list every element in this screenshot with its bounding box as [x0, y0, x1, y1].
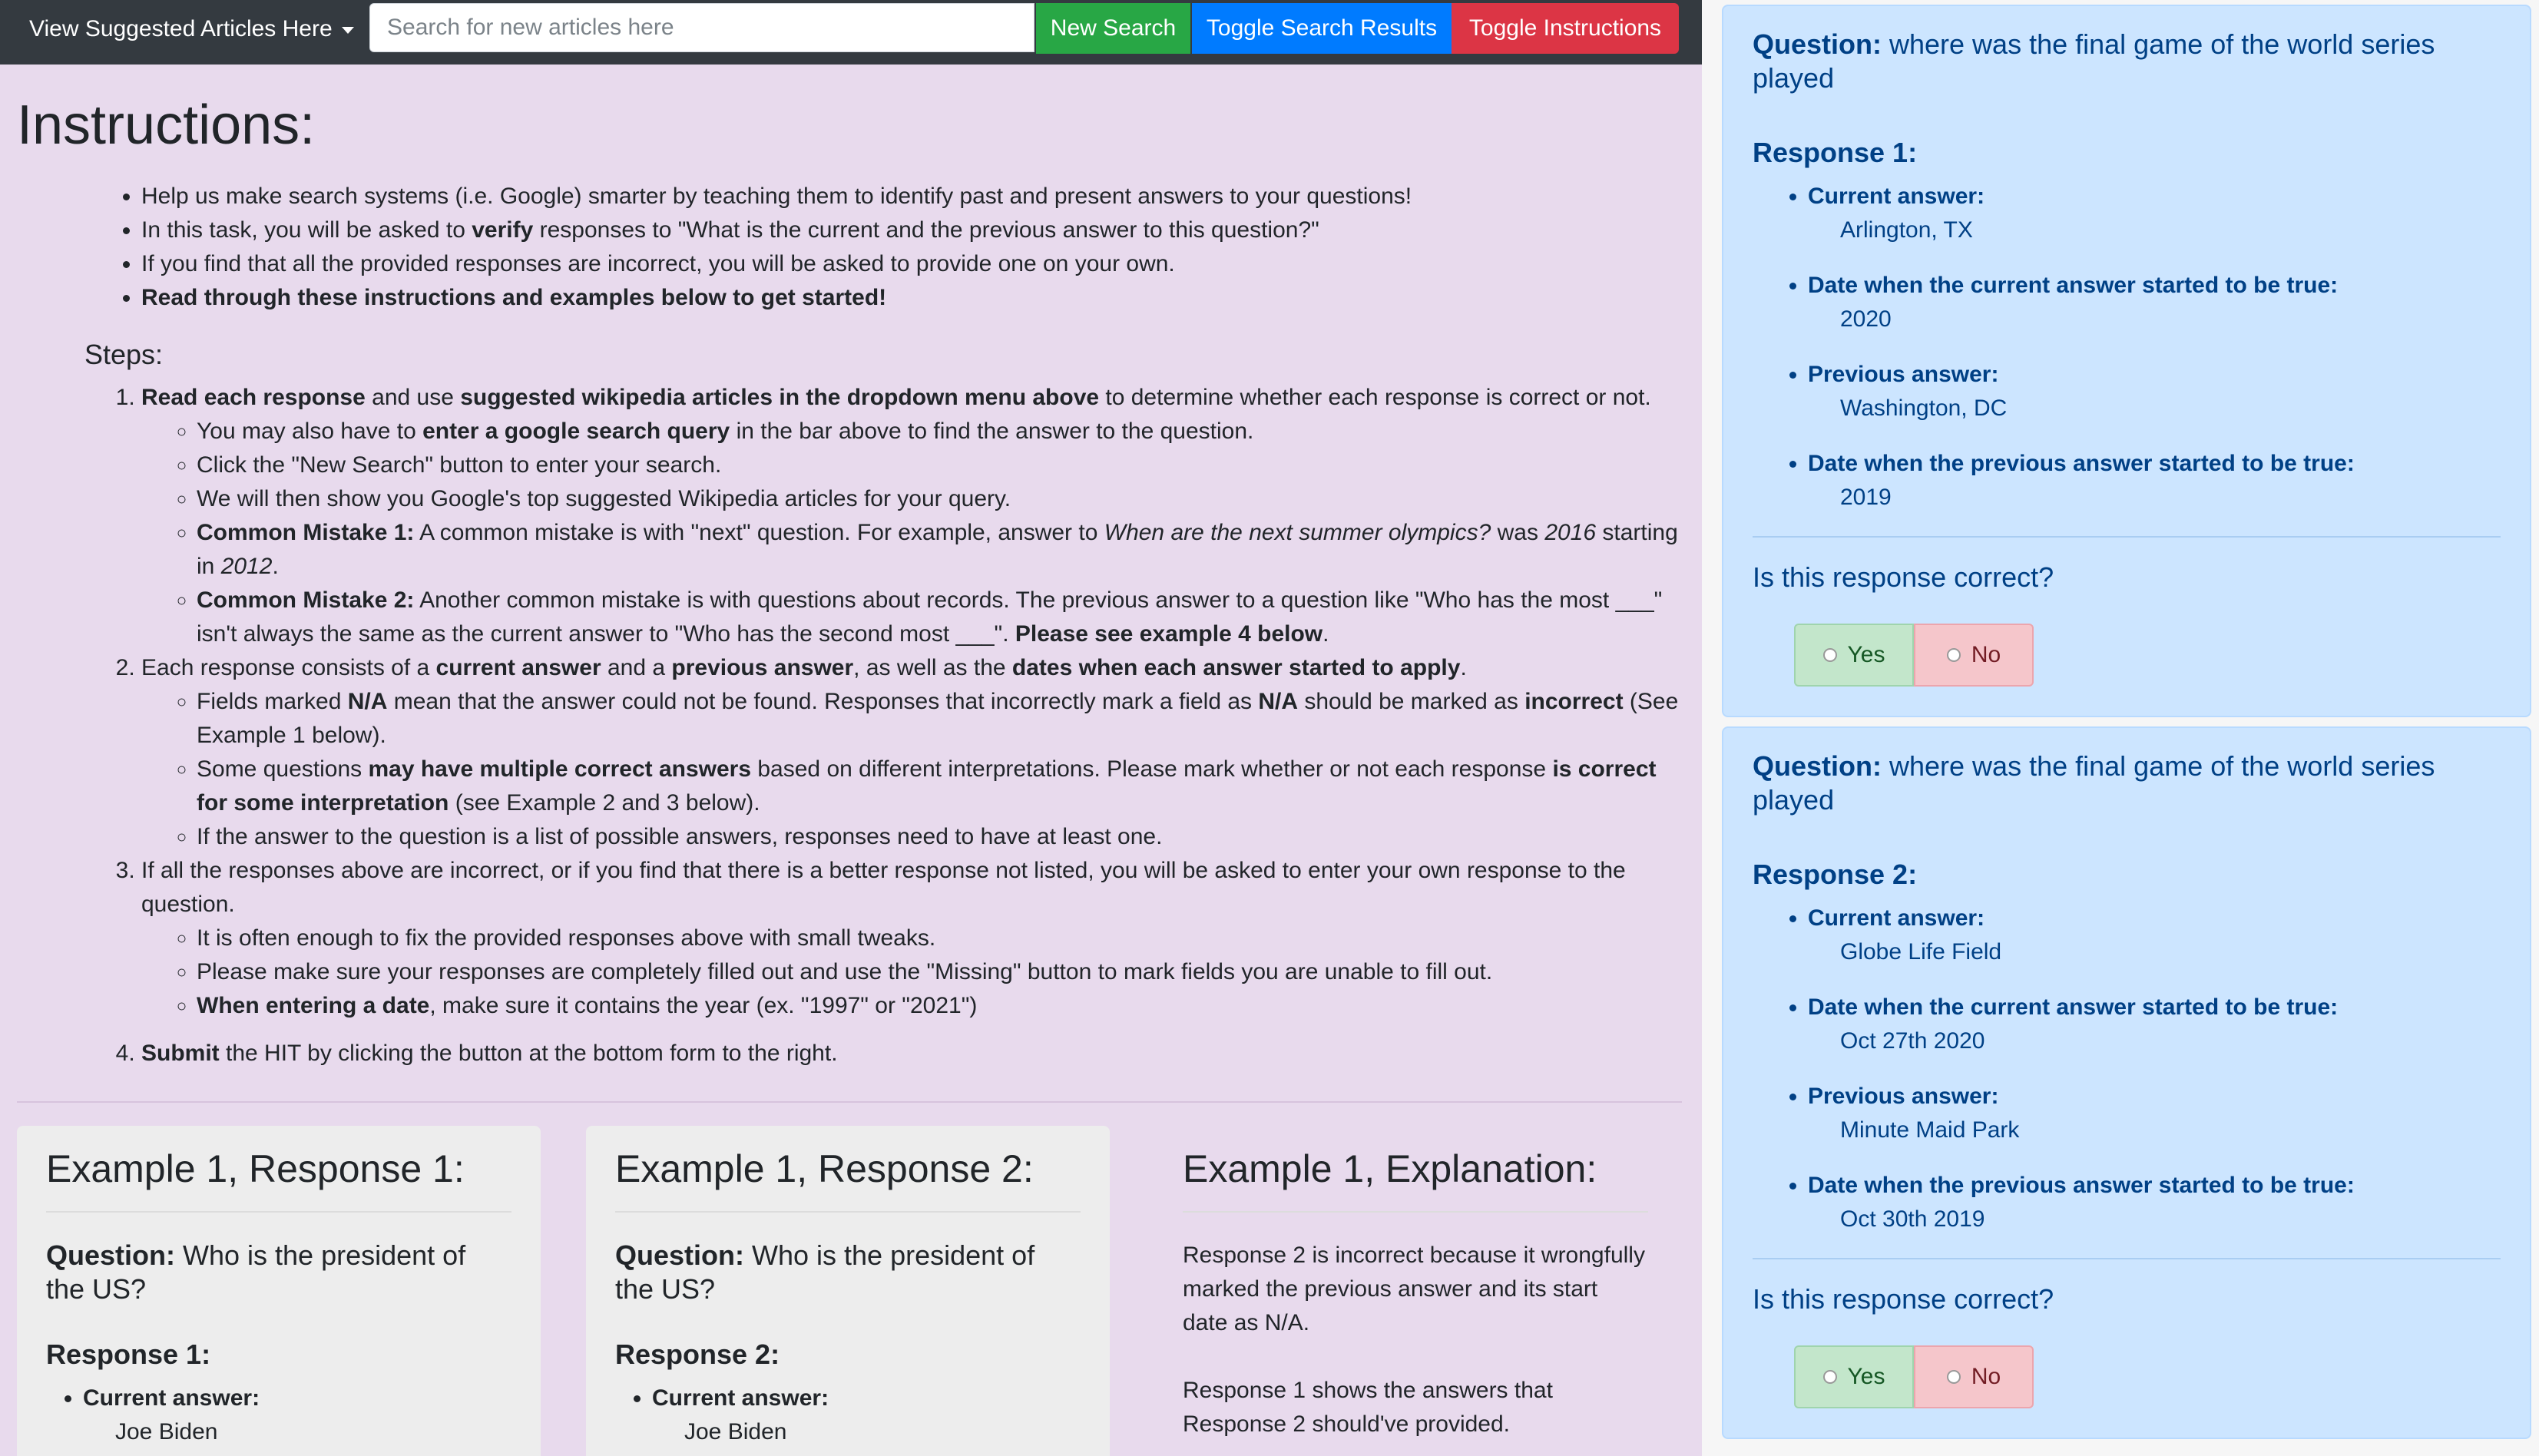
list-item: • In this task, you will be asked to verify responses to "What is the current and the previous answer to this question?": [141, 213, 1683, 247]
list-item: ◦ When entering a date, make sure it contains the year (ex. "1997" or "2021"): [197, 989, 1683, 1023]
intro-bullets: [17, 180, 1683, 315]
list-item: • Read through these instructions and examples below to get started!: [141, 281, 1683, 315]
radio-icon: [1823, 648, 1837, 662]
top-toolbar: [0, 0, 1702, 65]
response-card: [1722, 5, 2531, 717]
divider: [17, 1101, 1682, 1103]
list-item: • Current answer: Joe Biden: [652, 1382, 1081, 1449]
divider: [1753, 1258, 2501, 1259]
instructions-section: [17, 92, 1683, 1070]
list-item: • Date when the previous answer started to be true: 2019: [1808, 447, 2501, 515]
example-card: [586, 1126, 1110, 1456]
list-item: ◦ We will then show you Google's top suggested Wikipedia articles for your query.: [197, 482, 1683, 516]
step-item: 3. If all the responses above are incorrect, or if you find that there is a better response not listed, you will be asked to enter your own response to the question. ◦ It is often enough to fix the provided responses above with small tweaks. ◦ Please make sure your responses are completely filled out and use the "Missing" button to mark fields you are unable to fill out. ◦ When entering a date, make sure it contains the year (ex. "1997" or "2021"): [141, 854, 1683, 1023]
correct-choice-group: [1794, 624, 2501, 687]
example-response-label: Response 2:: [615, 1339, 780, 1370]
list-item: • Date when the current answer started to be true: 2020: [1808, 269, 2501, 336]
list-item: ◦ It is often enough to fix the provided responses above with small tweaks.: [197, 922, 1683, 955]
divider: [1753, 536, 2501, 538]
instructions-title: Instructions:: [17, 94, 316, 156]
divider: [1183, 1211, 1648, 1213]
toggle-search-results-button[interactable]: Toggle Search Results: [1192, 3, 1452, 54]
toggle-instructions-button[interactable]: Toggle Instructions: [1452, 3, 1679, 54]
card-question: Question: where was the final game of the world series played: [1753, 750, 2435, 816]
example-question: Question: Who is the president of the US?: [46, 1239, 466, 1305]
step-item: 4. Submit the HIT by clicking the button at the bottom form to the right.: [141, 1037, 1683, 1070]
list-item: ◦ You may also have to enter a google search query in the bar above to find the answer to the question.: [197, 415, 1683, 448]
list-item: • Current answer: Globe Life Field: [1808, 902, 2501, 969]
no-radio-button[interactable]: No: [1914, 1345, 2034, 1408]
example-card: [17, 1126, 541, 1456]
search-input[interactable]: [369, 3, 1034, 52]
divider: [46, 1211, 511, 1213]
list-item: ◦ Please make sure your responses are completely filled out and use the "Missing" button to mark fields you are unable to fill out.: [197, 955, 1683, 989]
explanation-text: Response 2 is incorrect because it wrongfully marked the previous answer and its start date as N/A.: [1183, 1243, 1645, 1335]
example-answers: [46, 1382, 511, 1449]
list-item: • If you find that all the provided responses are incorrect, you will be asked to provide one on your own.: [141, 247, 1683, 281]
example-title: Example 1, Response 1:: [46, 1147, 465, 1190]
suggested-articles-dropdown[interactable]: [15, 5, 368, 54]
list-item: • Previous answer: Washington, DC: [1808, 358, 2501, 425]
example-question: Question: Who is the president of the US?: [615, 1239, 1035, 1305]
example-title: Example 1, Explanation:: [1183, 1147, 1597, 1190]
list-item: ◦ Fields marked N/A mean that the answer could not be found. Responses that incorrectly mark a field as N/A should be marked as incorrect (See Example 1 below).: [197, 685, 1683, 753]
explanation-text: Response 1 shows the answers that Response 2 should've provided.: [1183, 1378, 1553, 1437]
example-title: Example 1, Response 2:: [615, 1147, 1034, 1190]
example-response-label: Response 1:: [46, 1339, 211, 1370]
no-radio-button[interactable]: No: [1914, 624, 2034, 687]
list-item: • Previous answer: Minute Maid Park: [1808, 1080, 2501, 1147]
list-item: • Help us make search systems (i.e. Google) smarter by teaching them to identify past and present answers to your questions!: [141, 180, 1683, 213]
list-item: • Date when the current answer started to be true: Oct 27th 2020: [1808, 991, 2501, 1058]
divider: [615, 1211, 1081, 1213]
dropdown-label: View Suggested Articles Here: [29, 16, 333, 41]
response-card: [1722, 726, 2531, 1439]
correct-question-label: Is this response correct?: [1753, 561, 2054, 593]
steps-list: [17, 381, 1683, 1070]
list-item: • Current answer: Arlington, TX: [1808, 180, 2501, 247]
correct-choice-group: [1794, 1345, 2501, 1408]
card-response-label: Response 2:: [1753, 859, 1918, 890]
caret-down-icon: [342, 27, 354, 34]
list-item: ◦ Common Mistake 2: Another common mistake is with questions about records. The previous answer to a question like "Who has the most ___" isn't always the same as the current answer to "Who has the second most ___". Please see example 4 below.: [197, 584, 1683, 651]
right-panel: [1702, 0, 2539, 1456]
list-item: ◦ Some questions may have multiple correct answers based on different interpretations. Please mark whether or not each response is correct for some interpretation (see Example 2 and 3 below).: [197, 753, 1683, 820]
radio-icon: [1947, 648, 1961, 662]
step-item: 2. Each response consists of a current answer and a previous answer, as well as the dates when each answer started to apply. ◦ Fields marked N/A mean that the answer could not be found. Responses that incorrectly mark a field as N/A should be marked as incorrect (See Example 1 below). ◦ Some questions may have multiple correct answers based on different interpretations. Please mark whether or not each response is correct for some interpretation (see Example 2 and 3 below). ◦ If the answer to the question is a list of possible answers, responses need to have at least one.: [141, 651, 1683, 854]
yes-radio-button[interactable]: Yes: [1794, 1345, 1914, 1408]
list-item: • Date when the previous answer started to be true: Oct 30th 2019: [1808, 1169, 2501, 1236]
steps-title: Steps:: [84, 339, 164, 371]
example-explanation-card: [1154, 1126, 1677, 1456]
list-item: • Current answer: Joe Biden: [83, 1382, 511, 1449]
step-item: 1. Read each response and use suggested wikipedia articles in the dropdown menu above to determine whether each response is correct or not. ◦ You may also have to enter a google search query in the bar above to find the answer to the question. ◦ Click the "New Search" button to enter your search. ◦ We will then show you Google's top suggested Wikipedia articles for your query. ◦ Common Mistake 1: A common mistake is with "next" question. For example, answer to When are the next summer olympics? was 2016 starting in 2012. ◦ Common Mistake 2: Another common mistake is with questions about records. The previous answer to a question like "Who has the most ___" isn't always the same as the current answer to "Who has the second most ___". Please see example 4 below.: [141, 381, 1683, 651]
example-answers: [615, 1382, 1081, 1449]
radio-icon: [1823, 1370, 1837, 1384]
yes-radio-button[interactable]: Yes: [1794, 624, 1914, 687]
card-question: Question: where was the final game of the world series played: [1753, 28, 2435, 94]
card-answers: [1753, 902, 2501, 1236]
list-item: ◦ If the answer to the question is a list of possible answers, responses need to have at least one.: [197, 820, 1683, 854]
correct-question-label: Is this response correct?: [1753, 1283, 2054, 1315]
new-search-button[interactable]: New Search: [1036, 3, 1190, 54]
list-item: ◦ Click the "New Search" button to enter your search.: [197, 448, 1683, 482]
radio-icon: [1947, 1370, 1961, 1384]
list-item: ◦ Common Mistake 1: A common mistake is with "next" question. For example, answer to When are the next summer olympics? was 2016 starting in 2012.: [197, 516, 1683, 584]
card-answers: [1753, 180, 2501, 515]
card-response-label: Response 1:: [1753, 137, 1918, 168]
